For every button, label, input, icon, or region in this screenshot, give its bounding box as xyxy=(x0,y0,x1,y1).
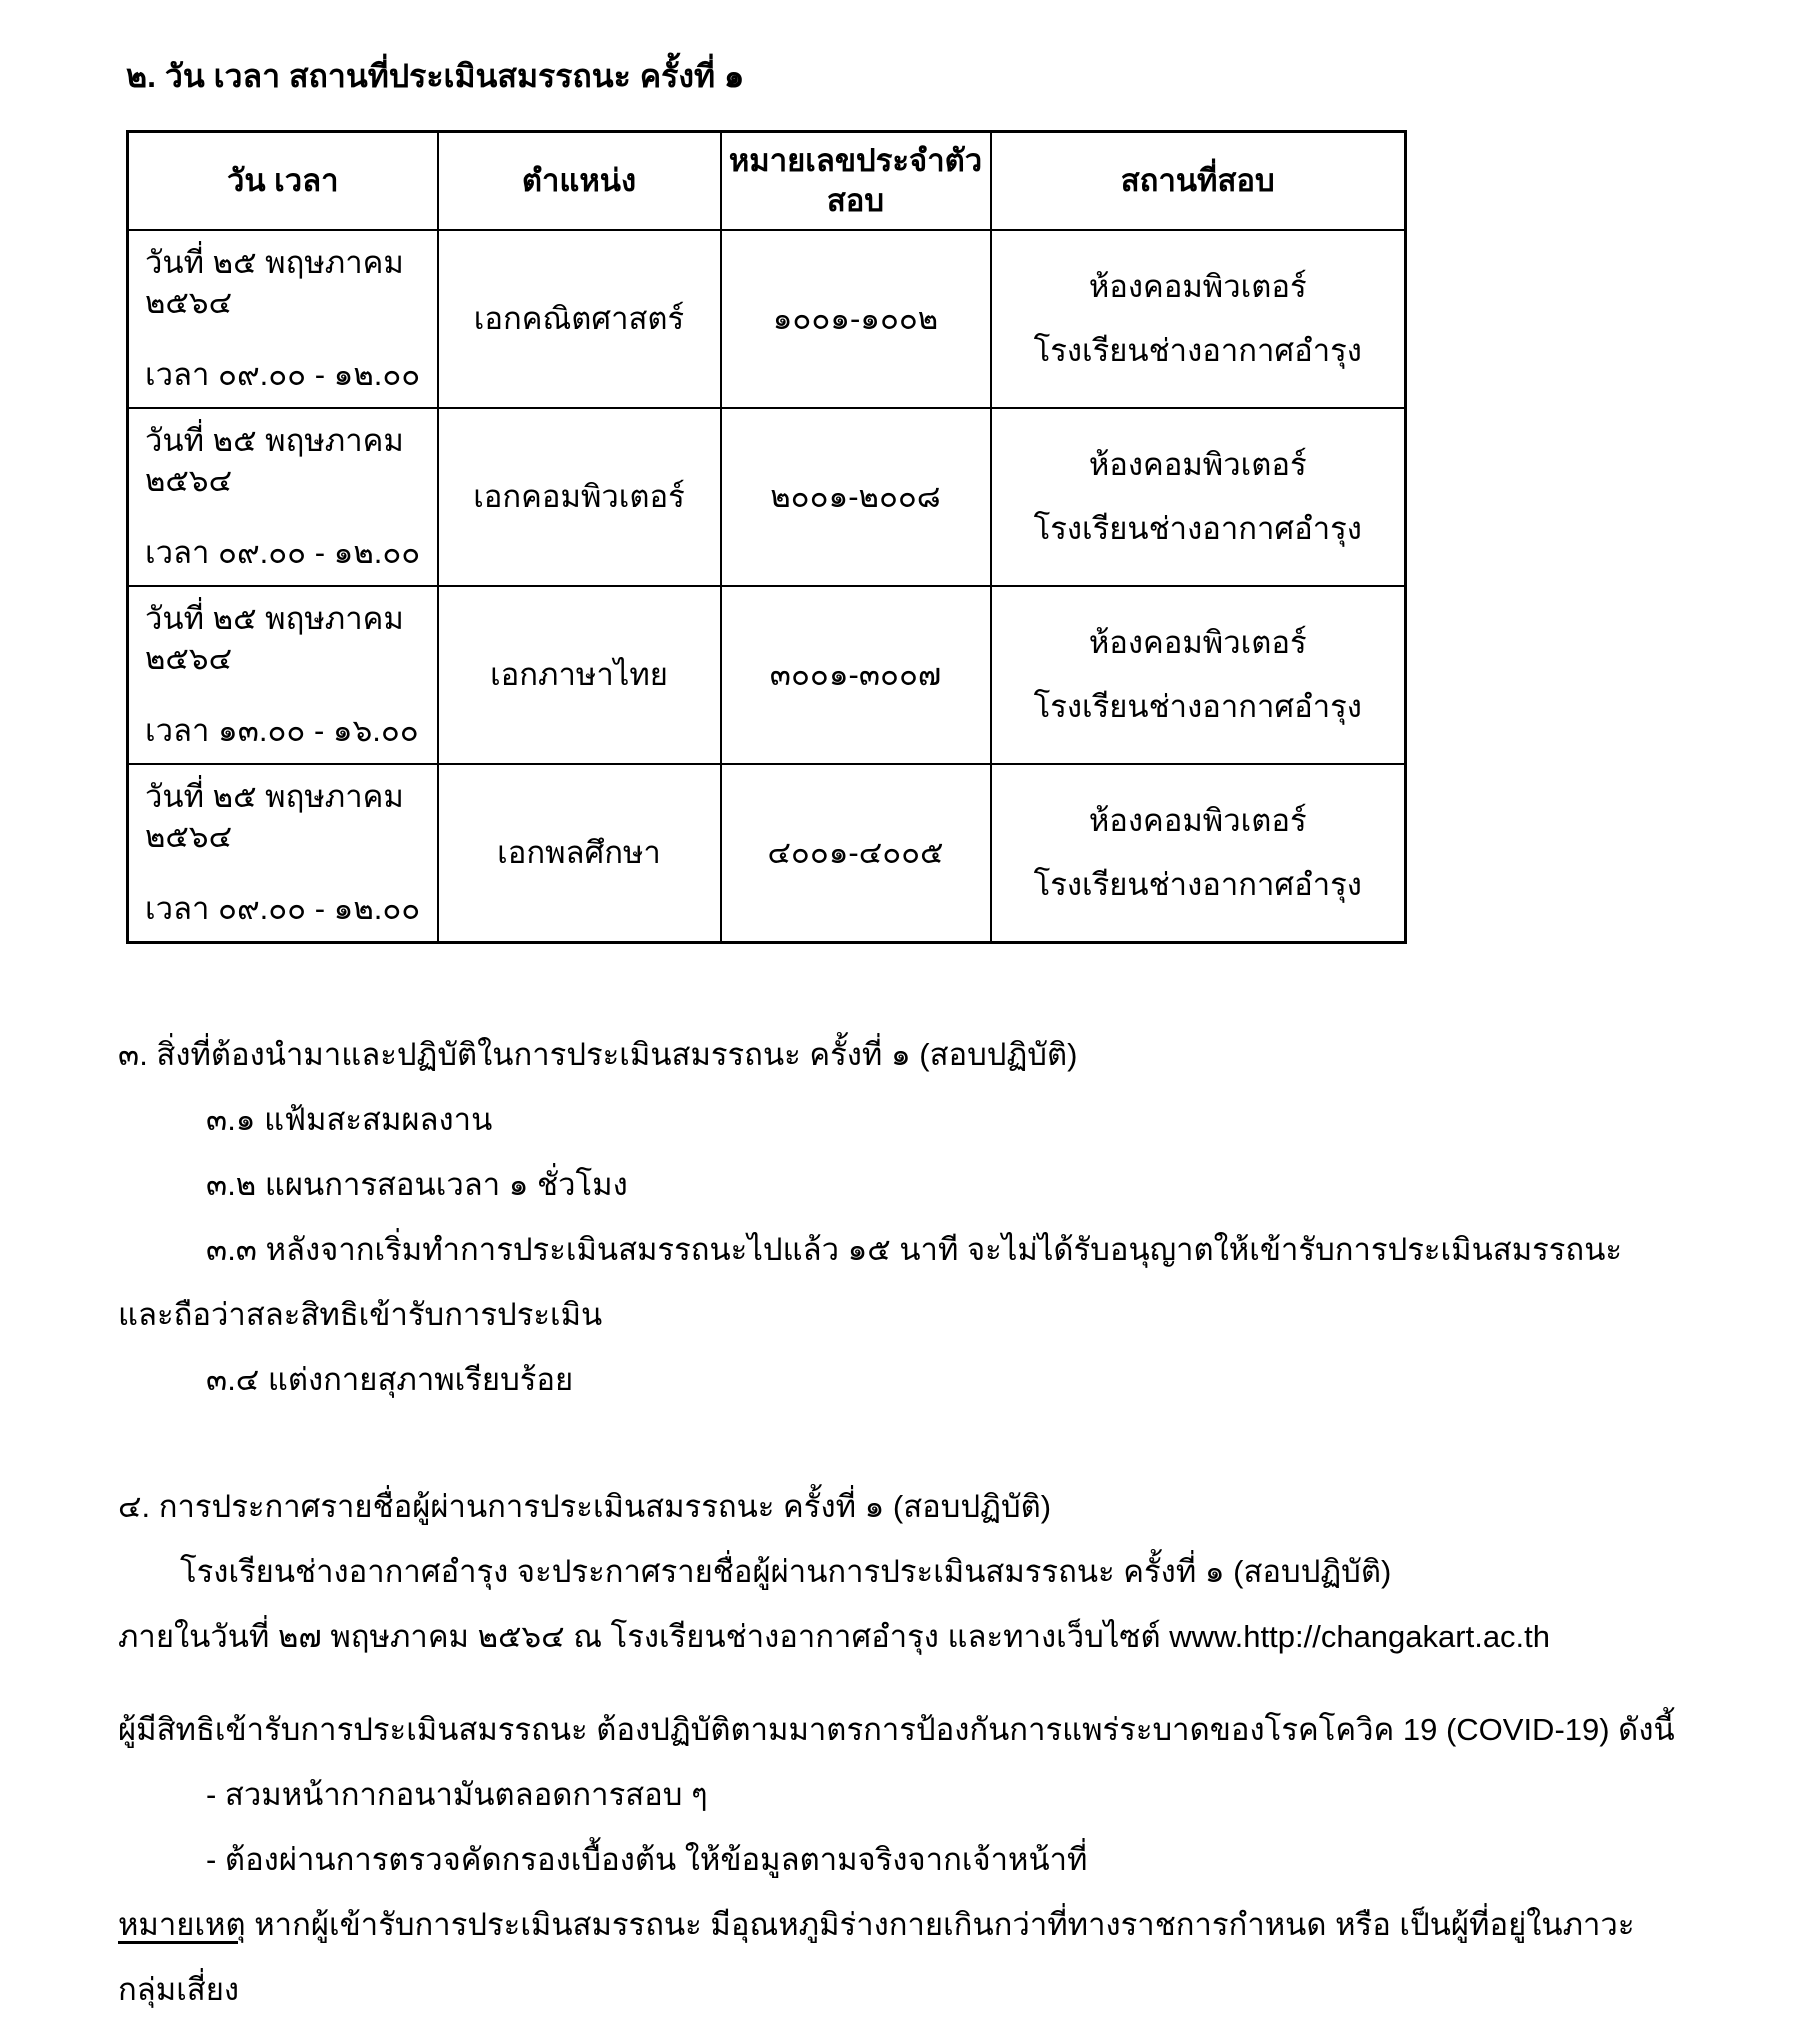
location-room-text: ห้องคอมพิวเตอร์ xyxy=(1088,446,1307,482)
time-text: เวลา ๐๙.๐๐ - ๑๒.๐๐ xyxy=(145,534,421,570)
location-school-text: โรงเรียนช่างอากาศอำรุง xyxy=(1033,332,1362,368)
section3-item-3-2: ๓.๒ แผนการสอนเวลา ๑ ชั่วโมง xyxy=(206,1166,628,1202)
date-text: วันที่ ๒๕ พฤษภาคม ๒๕๖๔ xyxy=(145,422,404,498)
table-row xyxy=(128,230,1406,408)
time-text: เวลา ๑๓.๐๐ - ๑๖.๐๐ xyxy=(145,712,419,748)
cell-exam-location xyxy=(991,764,1406,943)
section4-announcement-line1: โรงเรียนช่างอากาศอำรุง จะประกาศรายชื่อผู้ผ่านการประเมินสมรรถนะ ครั้งที่ ๑ (สอบปฏิบัติ) xyxy=(180,1553,1392,1589)
cell-exam-location xyxy=(991,230,1406,408)
column-header-position: ตำแหน่ง xyxy=(438,132,721,230)
covid-note-line2: กลุ่มเสี่ยง xyxy=(118,1971,240,2007)
section3-item-3-1: ๓.๑ แฟ้มสะสมผลงาน xyxy=(206,1101,493,1137)
column-header-exam-number: หมายเลขประจำตัวสอบ xyxy=(721,132,991,230)
covid-measures xyxy=(118,1697,1700,2022)
cell-position: เอกคอมพิวเตอร์ xyxy=(438,408,721,586)
cell-exam-numbers: ๓๐๐๑-๓๐๐๗ xyxy=(721,586,991,764)
cell-date-time xyxy=(128,408,438,586)
location-room-text: ห้องคอมพิวเตอร์ xyxy=(1088,802,1307,838)
column-header-exam-location: สถานที่สอบ xyxy=(991,132,1406,230)
cell-exam-numbers: ๑๐๐๑-๑๐๐๒ xyxy=(721,230,991,408)
covid-bullet-mask: - สวมหน้ากากอนามันตลอดการสอบ ๆ xyxy=(206,1776,708,1812)
section4-announcement-line2: ภายในวันที่ ๒๗ พฤษภาคม ๒๕๖๔ ณ โรงเรียนช่างอากาศอำรุง และทางเว็บไซต์ www.http://changakart.ac.th xyxy=(118,1618,1551,1654)
cell-exam-numbers: ๒๐๐๑-๒๐๐๘ xyxy=(721,408,991,586)
table-row xyxy=(128,408,1406,586)
date-text: วันที่ ๒๕ พฤษภาคม ๒๕๖๔ xyxy=(145,600,404,676)
cell-date-time xyxy=(128,586,438,764)
time-text: เวลา ๐๙.๐๐ - ๑๒.๐๐ xyxy=(145,356,421,392)
section4 xyxy=(118,1474,1700,1669)
table-header-row xyxy=(128,132,1406,230)
column-header-date-time: วัน เวลา xyxy=(128,132,438,230)
table-row xyxy=(128,764,1406,943)
cell-exam-location xyxy=(991,586,1406,764)
cell-date-time xyxy=(128,230,438,408)
cell-position: เอกคณิตศาสตร์ xyxy=(438,230,721,408)
location-school-text: โรงเรียนช่างอากาศอำรุง xyxy=(1033,688,1362,724)
section3 xyxy=(118,1022,1700,1412)
covid-intro: ผู้มีสิทธิเข้ารับการประเมินสมรรถนะ ต้องปฏิบัติตามมาตรการป้องกันการแพร่ระบาดของโรคโควิค 19 (COVID-19) ดังนี้ xyxy=(118,1711,1675,1747)
date-text: วันที่ ๒๕ พฤษภาคม ๒๕๖๔ xyxy=(145,244,404,320)
cell-position: เอกภาษาไทย xyxy=(438,586,721,764)
section3-item-3-4: ๓.๔ แต่งกายสุภาพเรียบร้อย xyxy=(206,1361,574,1397)
location-school-text: โรงเรียนช่างอากาศอำรุง xyxy=(1033,510,1362,546)
section3-item-3-3-line2: และถือว่าสละสิทธิเข้ารับการประเมิน xyxy=(118,1296,603,1332)
section3-heading: ๓. สิ่งที่ต้องนำมาและปฏิบัติในการประเมินสมรรถนะ ครั้งที่ ๑ (สอบปฏิบัติ) xyxy=(118,1036,1078,1072)
cell-position: เอกพลศึกษา xyxy=(438,764,721,943)
covid-note-line1 xyxy=(118,1892,1700,1957)
section3-item-3-3-line1: ๓.๓ หลังจากเริ่มทำการประเมินสมรรถนะไปแล้ว ๑๕ นาที จะไม่ได้รับอนุญาตให้เข้ารับการประเมินสมรรถนะ xyxy=(206,1231,1623,1267)
section2-heading: ๒. วัน เวลา สถานที่ประเมินสมรรถนะ ครั้งที่ ๑ xyxy=(126,58,745,94)
covid-note-text: หากผู้เข้ารับการประเมินสมรรถนะ มีอุณหภูมิร่างกายเกินกว่าที่ทางราชการกำหนด หรือ เป็นผู้ที่อยู่ในภาวะ xyxy=(245,1906,1635,1942)
cell-exam-location xyxy=(991,408,1406,586)
location-room-text: ห้องคอมพิวเตอร์ xyxy=(1088,624,1307,660)
cell-exam-numbers: ๔๐๐๑-๔๐๐๕ xyxy=(721,764,991,943)
covid-bullet-screening: - ต้องผ่านการตรวจคัดกรองเบื้องต้น ให้ข้อมูลตามจริงจากเจ้าหน้าที่ xyxy=(206,1841,1088,1877)
location-school-text: โรงเรียนช่างอากาศอำรุง xyxy=(1033,866,1362,902)
section4-heading: ๔. การประกาศรายชื่อผู้ผ่านการประเมินสมรรถนะ ครั้งที่ ๑ (สอบปฏิบัติ) xyxy=(118,1488,1052,1524)
covid-note-label: หมายเหตุ xyxy=(118,1906,246,1942)
table-row xyxy=(128,586,1406,764)
exam-schedule-table xyxy=(126,130,1407,944)
time-text: เวลา ๐๙.๐๐ - ๑๒.๐๐ xyxy=(145,890,421,926)
date-text: วันที่ ๒๕ พฤษภาคม ๒๕๖๔ xyxy=(145,778,404,854)
location-room-text: ห้องคอมพิวเตอร์ xyxy=(1088,268,1307,304)
cell-date-time xyxy=(128,764,438,943)
